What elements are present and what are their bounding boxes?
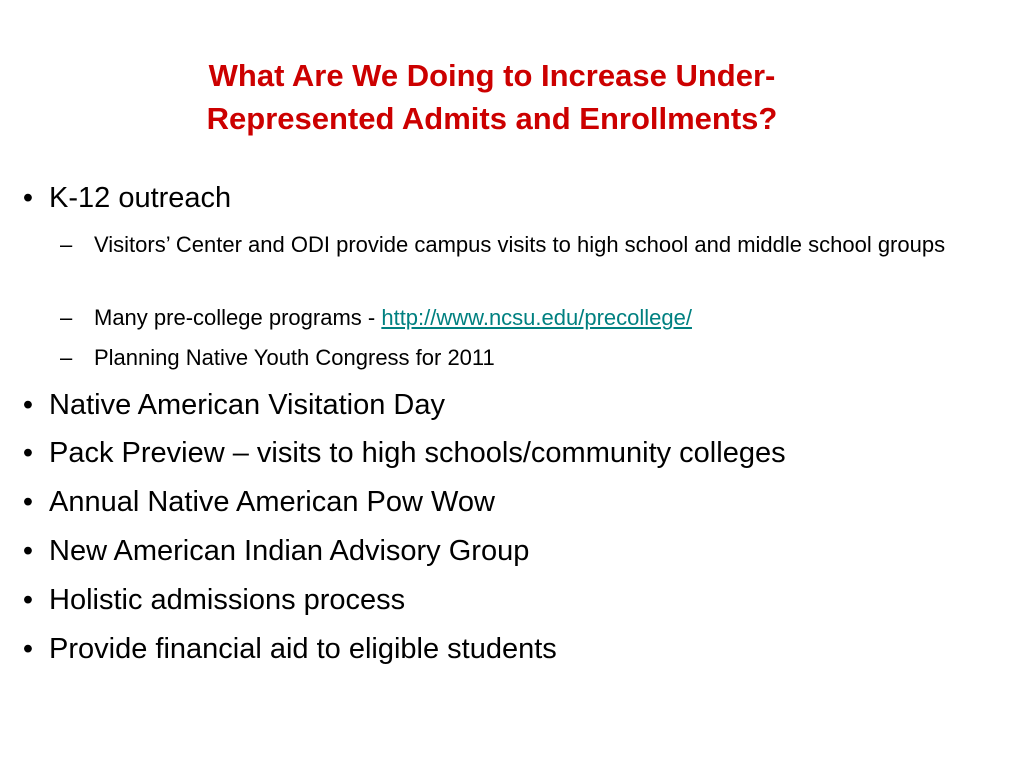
bullet-text: Annual Native American Pow Wow: [49, 486, 495, 518]
bullet-text: Holistic admissions process: [49, 584, 406, 616]
sub-bullet-marker: –: [60, 232, 73, 257]
title-line-2: Represented Admits and Enrollments?: [206, 101, 778, 136]
bullet-marker: •: [22, 437, 34, 469]
sub-bullet-text: Visitors’ Center and ODI provide campus visits to high school and middle school groups: [94, 232, 946, 257]
sub-bullet-marker: –: [60, 345, 73, 370]
bullet-marker: •: [22, 182, 34, 214]
bullet-marker: •: [22, 389, 34, 421]
bullet-marker: •: [22, 584, 34, 616]
sub-bullet-text-wrap: [94, 303, 954, 333]
title-line-1: What Are We Doing to Increase Under-: [208, 58, 776, 93]
precollege-link[interactable]: http://www.ncsu.edu/precollege/: [381, 305, 692, 330]
sub-bullet-marker: –: [60, 305, 73, 330]
sub-bullet-text: Many pre-college programs -: [94, 305, 382, 330]
bullet-marker: •: [22, 535, 34, 567]
bullet-text: Provide financial aid to eligible students: [49, 633, 557, 665]
bullet-marker: •: [22, 633, 34, 665]
sub-bullet-text: Planning Native Youth Congress for 2011: [94, 345, 495, 370]
bullet-text: Pack Preview – visits to high schools/community colleges: [49, 437, 786, 469]
bullet-text: K-12 outreach: [49, 182, 232, 214]
bullet-marker: •: [22, 486, 34, 518]
bullet-text: Native American Visitation Day: [49, 389, 445, 421]
bullet-text: New American Indian Advisory Group: [49, 535, 530, 567]
